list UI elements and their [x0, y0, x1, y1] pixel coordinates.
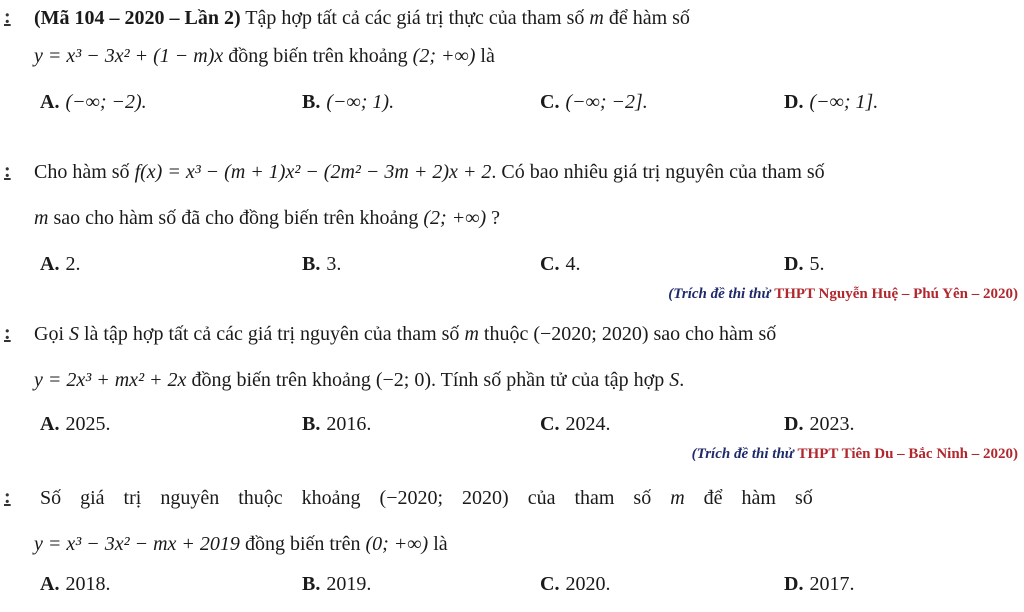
- question-source: (Trích đề thi thử THPT Nguyễn Huệ – Phú Yên – 2020): [668, 286, 1018, 302]
- option-a[interactable]: A. 2018.: [40, 573, 111, 595]
- formula: y = x³ − 3x² − mx + 2019: [34, 533, 240, 555]
- question-marker: :: [4, 160, 11, 182]
- option-d[interactable]: D. (−∞; 1].: [784, 91, 879, 113]
- question-marker: :: [4, 322, 11, 344]
- question-text-line-2: y = 2x³ + mx² + 2x đồng biến trên khoảng (−2; 0). Tính số phần tử của tập hợp S.: [34, 369, 685, 391]
- question-text-line-1: (Mã 104 – 2020 – Lần 2) Tập hợp tất cả các giá trị thực của tham số m để hàm số: [34, 7, 690, 29]
- question-text-line-1: Cho hàm số f(x) = x³ − (m + 1)x² − (2m² − 3m + 2)x + 2. Có bao nhiêu giá trị nguyên của tham số: [34, 161, 825, 183]
- formula: y = 2x³ + mx² + 2x: [34, 369, 187, 391]
- option-d[interactable]: D. 2017.: [784, 573, 855, 595]
- option-a[interactable]: A. 2025.: [40, 413, 111, 435]
- question-text-line-1: Số giá trị nguyên thuộc khoảng (−2020; 2020) của tham số m để hàm số: [40, 487, 813, 509]
- option-d[interactable]: D. 2023.: [784, 413, 855, 435]
- question-marker: :: [4, 486, 11, 508]
- question-source: (Trích đề thi thử THPT Tiên Du – Bắc Ninh – 2020): [691, 446, 1018, 462]
- question-source-tag: (Mã 104 – 2020 – Lần 2): [34, 7, 241, 29]
- question-text-line-2: m sao cho hàm số đã cho đồng biến trên khoảng (2; +∞) ?: [34, 207, 500, 229]
- option-b[interactable]: B. 2019.: [302, 573, 372, 595]
- option-a[interactable]: A. 2.: [40, 253, 81, 275]
- formula: f(x) = x³ − (m + 1)x² − (2m² − 3m + 2)x + 2: [134, 161, 492, 183]
- question-text-line-2: y = x³ − 3x² + (1 − m)x đồng biến trên khoảng (2; +∞) là: [34, 45, 495, 67]
- question-text-line-2: y = x³ − 3x² − mx + 2019 đồng biến trên (0; +∞) là: [34, 533, 448, 555]
- option-a[interactable]: A. (−∞; −2).: [40, 91, 147, 113]
- option-b[interactable]: B. 3.: [302, 253, 342, 275]
- question-text-line-1: Gọi S là tập hợp tất cả các giá trị nguyên của tham số m thuộc (−2020; 2020) sao cho hàm số: [34, 323, 777, 345]
- option-c[interactable]: C. 2024.: [540, 413, 611, 435]
- question-marker: :: [4, 6, 11, 28]
- option-c[interactable]: C. (−∞; −2].: [540, 91, 648, 113]
- option-c[interactable]: C. 4.: [540, 253, 581, 275]
- option-d[interactable]: D. 5.: [784, 253, 825, 275]
- option-b[interactable]: B. 2016.: [302, 413, 372, 435]
- option-b[interactable]: B. (−∞; 1).: [302, 91, 395, 113]
- option-c[interactable]: C. 2020.: [540, 573, 611, 595]
- formula: y = x³ − 3x² + (1 − m)x: [34, 45, 224, 67]
